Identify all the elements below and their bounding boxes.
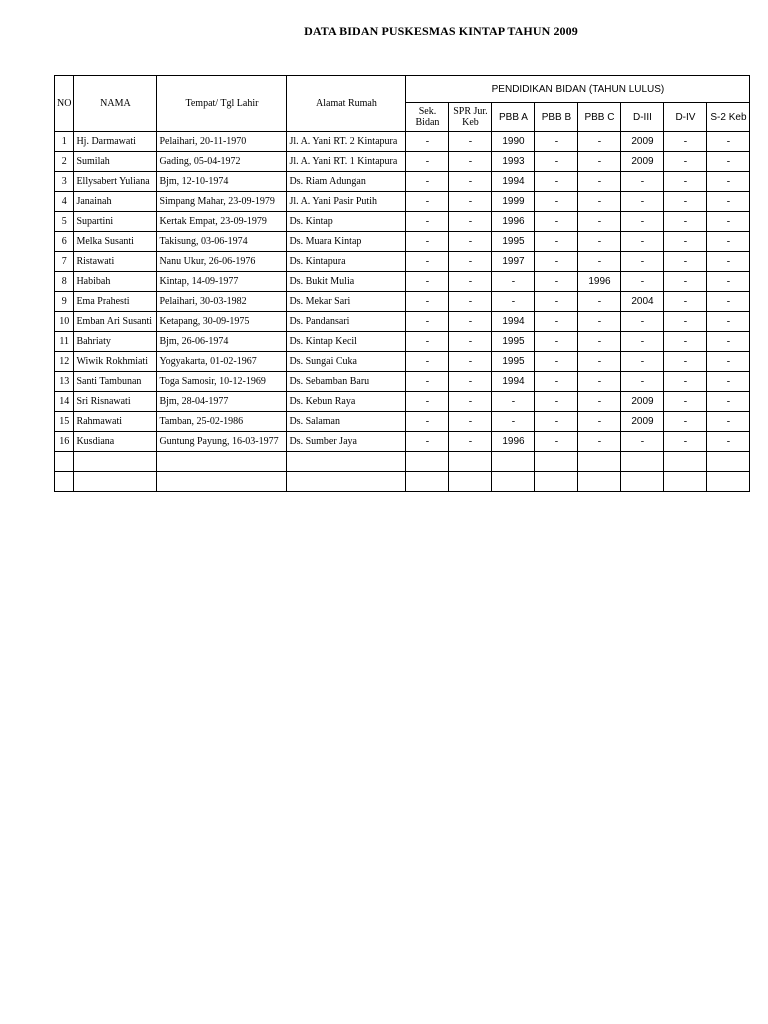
row-ttl: Kintap, 14-09-1977 xyxy=(157,272,287,292)
row-edu-5: - xyxy=(621,232,664,252)
table-row xyxy=(55,332,750,352)
row-nama: Santi Tambunan xyxy=(74,372,157,392)
row-edu-1: - xyxy=(449,152,492,172)
row-edu-2: 1994 xyxy=(492,172,535,192)
header-nama: NAMA xyxy=(74,76,157,132)
row-ttl: Pelaihari, 20-11-1970 xyxy=(157,132,287,152)
empty-cell xyxy=(157,452,287,472)
row-edu-0: - xyxy=(406,432,449,452)
empty-cell xyxy=(535,452,578,472)
row-nama: Rahmawati xyxy=(74,412,157,432)
row-edu-5: - xyxy=(621,172,664,192)
row-edu-4: - xyxy=(578,132,621,152)
header-alamat: Alamat Rumah xyxy=(287,76,406,132)
table-row xyxy=(55,412,750,432)
row-edu-1: - xyxy=(449,372,492,392)
row-edu-6: - xyxy=(664,232,707,252)
row-edu-1: - xyxy=(449,252,492,272)
row-edu-2: 1996 xyxy=(492,212,535,232)
empty-cell xyxy=(707,452,750,472)
row-ttl: Bjm, 26-06-1974 xyxy=(157,332,287,352)
row-edu-3: - xyxy=(535,312,578,332)
row-alamat: Ds. Mekar Sari xyxy=(287,292,406,312)
row-edu-5: - xyxy=(621,312,664,332)
row-nama: Ema Prahesti xyxy=(74,292,157,312)
table-row xyxy=(55,352,750,372)
empty-cell xyxy=(287,452,406,472)
row-no: 5 xyxy=(55,212,74,232)
row-alamat: Jl. A. Yani RT. 2 Kintapura xyxy=(287,132,406,152)
row-edu-6: - xyxy=(664,392,707,412)
table-row xyxy=(55,172,750,192)
row-alamat: Ds. Sungai Cuka xyxy=(287,352,406,372)
row-no: 16 xyxy=(55,432,74,452)
empty-cell xyxy=(406,472,449,492)
row-edu-0: - xyxy=(406,272,449,292)
row-edu-2: 1990 xyxy=(492,132,535,152)
header-no: NO xyxy=(55,76,74,132)
row-edu-4: - xyxy=(578,292,621,312)
row-edu-1: - xyxy=(449,172,492,192)
subheader-0: Sek. Bidan xyxy=(406,103,449,132)
row-edu-5: 2004 xyxy=(621,292,664,312)
row-ttl: Tamban, 25-02-1986 xyxy=(157,412,287,432)
row-no: 1 xyxy=(55,132,74,152)
row-edu-1: - xyxy=(449,352,492,372)
table-row xyxy=(55,312,750,332)
row-nama: Melka Susanti xyxy=(74,232,157,252)
row-nama: Ellysabert Yuliana xyxy=(74,172,157,192)
row-ttl: Guntung Payung, 16-03-1977 xyxy=(157,432,287,452)
row-edu-2: 1995 xyxy=(492,352,535,372)
row-edu-5: - xyxy=(621,332,664,352)
row-edu-6: - xyxy=(664,172,707,192)
row-alamat: Ds. Muara Kintap xyxy=(287,232,406,252)
empty-cell xyxy=(578,472,621,492)
empty-cell xyxy=(55,452,74,472)
row-nama: Supartini xyxy=(74,212,157,232)
row-edu-7: - xyxy=(707,132,750,152)
row-edu-3: - xyxy=(535,332,578,352)
row-edu-5: - xyxy=(621,432,664,452)
subheader-4: PBB C xyxy=(578,103,621,132)
row-edu-0: - xyxy=(406,192,449,212)
table-row xyxy=(55,272,750,292)
row-edu-5: 2009 xyxy=(621,152,664,172)
empty-row xyxy=(55,472,750,492)
row-ttl: Kertak Empat, 23-09-1979 xyxy=(157,212,287,232)
subheader-5: D-III xyxy=(621,103,664,132)
row-ttl: Yogyakarta, 01-02-1967 xyxy=(157,352,287,372)
empty-cell xyxy=(449,472,492,492)
row-edu-4: - xyxy=(578,212,621,232)
subheader-2: PBB A xyxy=(492,103,535,132)
subheader-1: SPR Jur. Keb xyxy=(449,103,492,132)
row-edu-4: - xyxy=(578,432,621,452)
document-title: DATA BIDAN PUSKESMAS KINTAP TAHUN 2009 xyxy=(304,24,578,38)
empty-cell xyxy=(707,472,750,492)
row-edu-4: - xyxy=(578,232,621,252)
row-edu-4: 1996 xyxy=(578,272,621,292)
row-edu-5: - xyxy=(621,252,664,272)
row-alamat: Ds. Sumber Jaya xyxy=(287,432,406,452)
row-alamat: Jl. A. Yani Pasir Putih xyxy=(287,192,406,212)
row-edu-2: 1994 xyxy=(492,372,535,392)
row-edu-3: - xyxy=(535,292,578,312)
row-edu-0: - xyxy=(406,212,449,232)
table-row xyxy=(55,252,750,272)
row-alamat: Ds. Sebamban Baru xyxy=(287,372,406,392)
row-ttl: Bjm, 28-04-1977 xyxy=(157,392,287,412)
row-edu-2: 1995 xyxy=(492,332,535,352)
row-edu-0: - xyxy=(406,312,449,332)
row-alamat: Ds. Kintap xyxy=(287,212,406,232)
row-edu-4: - xyxy=(578,192,621,212)
row-edu-1: - xyxy=(449,392,492,412)
row-edu-3: - xyxy=(535,232,578,252)
row-edu-6: - xyxy=(664,152,707,172)
row-edu-0: - xyxy=(406,412,449,432)
row-nama: Hj. Darmawati xyxy=(74,132,157,152)
row-edu-7: - xyxy=(707,172,750,192)
row-edu-5: - xyxy=(621,352,664,372)
empty-cell xyxy=(578,452,621,472)
row-edu-2: - xyxy=(492,292,535,312)
row-edu-6: - xyxy=(664,272,707,292)
empty-cell xyxy=(664,452,707,472)
row-no: 2 xyxy=(55,152,74,172)
row-no: 15 xyxy=(55,412,74,432)
empty-cell xyxy=(621,472,664,492)
row-edu-5: - xyxy=(621,272,664,292)
row-edu-6: - xyxy=(664,252,707,272)
row-ttl: Pelaihari, 30-03-1982 xyxy=(157,292,287,312)
row-edu-1: - xyxy=(449,292,492,312)
row-nama: Sumilah xyxy=(74,152,157,172)
row-edu-6: - xyxy=(664,212,707,232)
table-row xyxy=(55,132,750,152)
row-edu-6: - xyxy=(664,352,707,372)
empty-cell xyxy=(287,472,406,492)
row-no: 9 xyxy=(55,292,74,312)
row-nama: Wiwik Rokhmiati xyxy=(74,352,157,372)
row-edu-7: - xyxy=(707,292,750,312)
row-edu-0: - xyxy=(406,332,449,352)
row-nama: Kusdiana xyxy=(74,432,157,452)
row-edu-4: - xyxy=(578,152,621,172)
row-alamat: Ds. Kintap Kecil xyxy=(287,332,406,352)
row-nama: Janainah xyxy=(74,192,157,212)
row-edu-1: - xyxy=(449,412,492,432)
empty-cell xyxy=(492,472,535,492)
row-nama: Emban Ari Susanti xyxy=(74,312,157,332)
row-ttl: Ketapang, 30-09-1975 xyxy=(157,312,287,332)
row-ttl: Gading, 05-04-1972 xyxy=(157,152,287,172)
row-no: 12 xyxy=(55,352,74,372)
row-alamat: Ds. Bukit Mulia xyxy=(287,272,406,292)
row-alamat: Ds. Salaman xyxy=(287,412,406,432)
row-edu-6: - xyxy=(664,132,707,152)
row-edu-2: - xyxy=(492,392,535,412)
row-edu-6: - xyxy=(664,372,707,392)
midwife-data-table xyxy=(54,75,750,492)
subheader-6: D-IV xyxy=(664,103,707,132)
row-nama: Ristawati xyxy=(74,252,157,272)
row-edu-2: - xyxy=(492,272,535,292)
table-row xyxy=(55,392,750,412)
row-no: 10 xyxy=(55,312,74,332)
row-edu-7: - xyxy=(707,372,750,392)
empty-cell xyxy=(664,472,707,492)
row-no: 13 xyxy=(55,372,74,392)
empty-cell xyxy=(74,472,157,492)
row-no: 11 xyxy=(55,332,74,352)
header-ttl: Tempat/ Tgl Lahir xyxy=(157,76,287,132)
row-edu-4: - xyxy=(578,252,621,272)
subheader-7: S-2 Keb xyxy=(707,103,750,132)
row-alamat: Ds. Kintapura xyxy=(287,252,406,272)
row-edu-3: - xyxy=(535,272,578,292)
row-edu-2: - xyxy=(492,412,535,432)
empty-cell xyxy=(74,452,157,472)
row-edu-6: - xyxy=(664,192,707,212)
row-edu-0: - xyxy=(406,252,449,272)
row-edu-2: 1993 xyxy=(492,152,535,172)
row-edu-3: - xyxy=(535,252,578,272)
row-ttl: Nanu Ukur, 26-06-1976 xyxy=(157,252,287,272)
row-edu-4: - xyxy=(578,372,621,392)
row-edu-1: - xyxy=(449,432,492,452)
row-edu-7: - xyxy=(707,232,750,252)
row-edu-1: - xyxy=(449,332,492,352)
row-edu-0: - xyxy=(406,172,449,192)
row-edu-2: 1997 xyxy=(492,252,535,272)
row-edu-2: 1995 xyxy=(492,232,535,252)
row-edu-0: - xyxy=(406,232,449,252)
row-edu-7: - xyxy=(707,272,750,292)
row-edu-5: - xyxy=(621,372,664,392)
row-edu-6: - xyxy=(664,332,707,352)
row-edu-1: - xyxy=(449,232,492,252)
empty-cell xyxy=(157,472,287,492)
row-edu-6: - xyxy=(664,432,707,452)
row-edu-2: 1996 xyxy=(492,432,535,452)
row-edu-3: - xyxy=(535,172,578,192)
row-nama: Sri Risnawati xyxy=(74,392,157,412)
empty-cell xyxy=(492,452,535,472)
row-edu-7: - xyxy=(707,212,750,232)
table-body xyxy=(55,132,750,492)
row-edu-4: - xyxy=(578,172,621,192)
row-edu-2: 1999 xyxy=(492,192,535,212)
row-edu-5: 2009 xyxy=(621,132,664,152)
row-edu-1: - xyxy=(449,272,492,292)
row-edu-4: - xyxy=(578,332,621,352)
row-edu-7: - xyxy=(707,332,750,352)
row-edu-3: - xyxy=(535,352,578,372)
row-alamat: Ds. Pandansari xyxy=(287,312,406,332)
row-no: 8 xyxy=(55,272,74,292)
empty-cell xyxy=(535,472,578,492)
row-edu-7: - xyxy=(707,392,750,412)
table-row xyxy=(55,292,750,312)
row-edu-0: - xyxy=(406,132,449,152)
row-edu-0: - xyxy=(406,152,449,172)
row-edu-3: - xyxy=(535,132,578,152)
table-row xyxy=(55,212,750,232)
row-edu-0: - xyxy=(406,352,449,372)
empty-cell xyxy=(406,452,449,472)
row-edu-7: - xyxy=(707,432,750,452)
row-edu-5: - xyxy=(621,212,664,232)
table-row xyxy=(55,232,750,252)
row-alamat: Ds. Riam Adungan xyxy=(287,172,406,192)
row-edu-6: - xyxy=(664,312,707,332)
row-edu-0: - xyxy=(406,372,449,392)
row-ttl: Simpang Mahar, 23-09-1979 xyxy=(157,192,287,212)
row-edu-1: - xyxy=(449,212,492,232)
row-edu-7: - xyxy=(707,352,750,372)
row-edu-3: - xyxy=(535,212,578,232)
row-edu-2: 1994 xyxy=(492,312,535,332)
row-edu-3: - xyxy=(535,192,578,212)
row-no: 6 xyxy=(55,232,74,252)
row-edu-6: - xyxy=(664,292,707,312)
row-no: 3 xyxy=(55,172,74,192)
row-edu-3: - xyxy=(535,432,578,452)
table-row xyxy=(55,372,750,392)
row-no: 14 xyxy=(55,392,74,412)
row-edu-3: - xyxy=(535,372,578,392)
row-ttl: Takisung, 03-06-1974 xyxy=(157,232,287,252)
row-edu-3: - xyxy=(535,412,578,432)
empty-row xyxy=(55,452,750,472)
row-edu-4: - xyxy=(578,352,621,372)
row-edu-0: - xyxy=(406,292,449,312)
row-edu-7: - xyxy=(707,252,750,272)
row-alamat: Jl. A. Yani RT. 1 Kintapura xyxy=(287,152,406,172)
row-edu-4: - xyxy=(578,392,621,412)
row-edu-1: - xyxy=(449,312,492,332)
table-row xyxy=(55,432,750,452)
header-pendidikan: PENDIDIKAN BIDAN (TAHUN LULUS) xyxy=(406,76,750,103)
row-no: 4 xyxy=(55,192,74,212)
table-row xyxy=(55,192,750,212)
row-edu-4: - xyxy=(578,412,621,432)
row-ttl: Toga Samosir, 10-12-1969 xyxy=(157,372,287,392)
empty-cell xyxy=(55,472,74,492)
row-edu-7: - xyxy=(707,312,750,332)
row-no: 7 xyxy=(55,252,74,272)
row-nama: Habibah xyxy=(74,272,157,292)
row-edu-5: 2009 xyxy=(621,392,664,412)
empty-cell xyxy=(449,452,492,472)
row-edu-5: 2009 xyxy=(621,412,664,432)
row-edu-1: - xyxy=(449,132,492,152)
row-edu-3: - xyxy=(535,392,578,412)
row-edu-5: - xyxy=(621,192,664,212)
row-edu-4: - xyxy=(578,312,621,332)
row-edu-7: - xyxy=(707,192,750,212)
row-edu-7: - xyxy=(707,152,750,172)
row-edu-7: - xyxy=(707,412,750,432)
row-nama: Bahriaty xyxy=(74,332,157,352)
row-edu-1: - xyxy=(449,192,492,212)
row-ttl: Bjm, 12-10-1974 xyxy=(157,172,287,192)
table-row xyxy=(55,152,750,172)
row-edu-3: - xyxy=(535,152,578,172)
subheader-3: PBB B xyxy=(535,103,578,132)
row-edu-6: - xyxy=(664,412,707,432)
empty-cell xyxy=(621,452,664,472)
row-edu-0: - xyxy=(406,392,449,412)
row-alamat: Ds. Kebun Raya xyxy=(287,392,406,412)
